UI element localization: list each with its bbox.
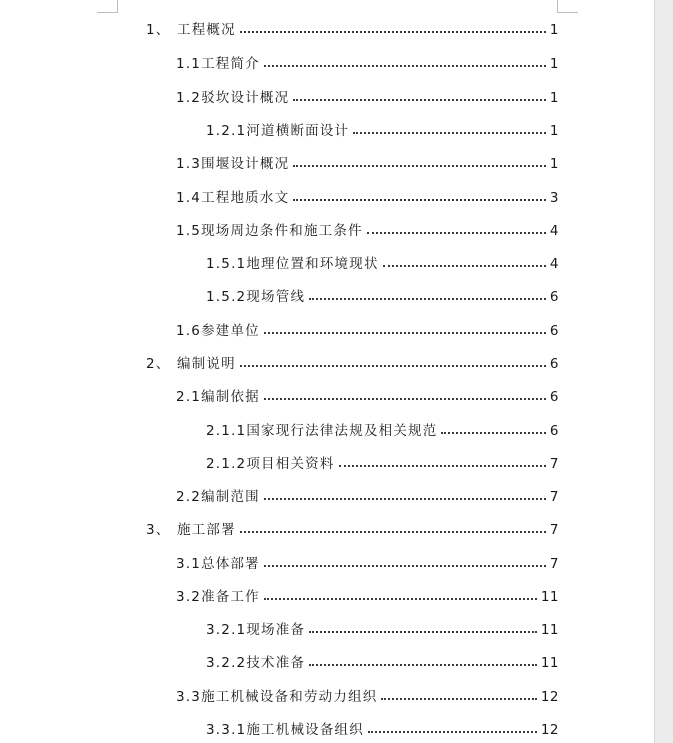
toc-entry-page: 7 [549, 556, 559, 572]
toc-entry[interactable] [176, 50, 559, 72]
toc-entry[interactable] [146, 16, 559, 38]
toc-entry[interactable] [206, 250, 559, 272]
toc-entry-number: 2.1.2 [206, 456, 247, 472]
toc-dot-leader [264, 498, 546, 500]
toc-dot-leader [383, 265, 546, 267]
toc-entry-number: 3.1 [176, 556, 202, 572]
toc-entry[interactable] [146, 350, 559, 372]
toc-dot-leader [441, 432, 545, 434]
toc-dot-leader [264, 332, 546, 334]
toc-entry-title: 现场准备 [246, 622, 306, 638]
toc-entry-page: 7 [549, 489, 559, 505]
toc-entry[interactable] [176, 483, 559, 505]
toc-entry-title: 施工机械设备和劳动力组织 [201, 689, 378, 705]
toc-dot-leader [264, 565, 546, 567]
toc-entry[interactable] [176, 150, 559, 172]
toc-entry-title: 准备工作 [201, 589, 260, 605]
toc-entry-page: 7 [549, 522, 559, 538]
toc-entry-number: 3.2.1 [206, 622, 247, 638]
toc-entry-page: 11 [540, 655, 559, 671]
toc-dot-leader [240, 31, 546, 33]
toc-entry-page: 6 [549, 323, 559, 339]
toc-entry-number: 1.6 [176, 323, 202, 339]
toc-entry-title: 工程概况 [177, 22, 236, 38]
toc-entry-number: 3.2.2 [206, 655, 247, 671]
toc-entry-number: 3、 [146, 522, 171, 538]
toc-entry-page: 1 [549, 56, 559, 72]
toc-entry-number: 1.2 [176, 90, 202, 106]
toc-entry-title: 项目相关资料 [246, 456, 335, 472]
toc-entry-number: 1.5 [176, 223, 202, 239]
toc-entry-page: 1 [549, 22, 559, 38]
toc-entry-number: 1.1 [176, 56, 202, 72]
toc-entry-number: 2.2 [176, 489, 202, 505]
toc-entry-title: 技术准备 [246, 655, 306, 671]
toc-entry-page: 4 [549, 256, 559, 272]
toc-dot-leader [368, 731, 537, 733]
toc-entry-title: 地理位置和环境现状 [246, 256, 379, 272]
toc-dot-leader [264, 598, 537, 600]
toc-entry-number: 2.1 [176, 389, 202, 405]
toc-entry-page: 4 [549, 223, 559, 239]
toc-entry-page: 6 [549, 423, 559, 439]
toc-dot-leader [367, 232, 546, 234]
toc-entry-page: 11 [540, 589, 559, 605]
toc-dot-leader [309, 664, 537, 666]
toc-entry-title: 国家现行法律法规及相关规范 [246, 423, 438, 439]
toc-dot-leader [381, 698, 536, 700]
toc-entry-page: 3 [549, 190, 559, 206]
toc-entry-number: 3.2 [176, 589, 202, 605]
toc-entry[interactable] [206, 283, 559, 305]
toc-entry-page: 7 [549, 456, 559, 472]
toc-dot-leader [240, 365, 546, 367]
toc-entry-number: 1、 [146, 22, 171, 38]
toc-entry-page: 6 [549, 289, 559, 305]
toc-entry[interactable] [176, 317, 559, 339]
toc-entry[interactable] [176, 184, 559, 206]
toc-entry-page: 12 [540, 689, 559, 705]
toc-entry-page: 6 [549, 389, 559, 405]
toc-entry-number: 1.5.2 [206, 289, 247, 305]
window-scroll-edge[interactable] [654, 0, 673, 743]
toc-dot-leader [309, 298, 546, 300]
toc-entry-page: 1 [549, 156, 559, 172]
toc-entry[interactable] [206, 450, 559, 472]
toc-entry[interactable] [176, 683, 559, 705]
toc-dot-leader [293, 199, 546, 201]
toc-entry-title: 工程地质水文 [201, 190, 290, 206]
toc-entry[interactable] [176, 383, 559, 405]
toc-dot-leader [240, 531, 546, 533]
toc-dot-leader [293, 99, 546, 101]
toc-entry[interactable] [206, 716, 559, 738]
toc-entry-title: 现场周边条件和施工条件 [201, 223, 363, 239]
toc-dot-leader [264, 398, 546, 400]
toc-entry[interactable] [206, 616, 559, 638]
toc-dot-leader [353, 132, 546, 134]
toc-entry[interactable] [146, 516, 559, 538]
toc-entry[interactable] [206, 649, 559, 671]
toc-entry[interactable] [176, 583, 559, 605]
toc-entry-page: 6 [549, 356, 559, 372]
toc-entry-title: 河道横断面设计 [246, 123, 350, 139]
toc-entry-page: 1 [549, 90, 559, 106]
toc-entry[interactable] [206, 417, 559, 439]
toc-entry-title: 施工部署 [177, 522, 236, 538]
toc-entry-title: 围堰设计概况 [201, 156, 290, 172]
toc-entry-page: 1 [549, 123, 559, 139]
toc-dot-leader [264, 65, 546, 67]
toc-entry[interactable] [176, 84, 559, 106]
toc-entry-number: 2、 [146, 356, 171, 372]
toc-dot-leader [339, 465, 546, 467]
toc-entry-title: 施工机械设备组织 [246, 722, 364, 738]
toc-entry[interactable] [176, 550, 559, 572]
toc-entry-title: 工程简介 [201, 56, 260, 72]
toc-entry-title: 驳坎设计概况 [201, 90, 290, 106]
toc-dot-leader [293, 165, 546, 167]
toc-entry-title: 现场管线 [246, 289, 306, 305]
toc-entry-page: 11 [540, 622, 559, 638]
toc-entry-title: 参建单位 [201, 323, 260, 339]
toc-entry-number: 3.3.1 [206, 722, 247, 738]
toc-entry-title: 总体部署 [201, 556, 260, 572]
toc-dot-leader [309, 631, 537, 633]
toc-entry-number: 1.3 [176, 156, 202, 172]
toc-entry-number: 3.3 [176, 689, 202, 705]
toc-entry-title: 编制说明 [177, 356, 236, 372]
toc-entry-page: 12 [540, 722, 559, 738]
toc-entry-number: 1.4 [176, 190, 202, 206]
toc-entry-number: 1.2.1 [206, 123, 247, 139]
toc-entry-number: 1.5.1 [206, 256, 247, 272]
toc-entry-number: 2.1.1 [206, 423, 247, 439]
toc-entry-title: 编制依据 [201, 389, 260, 405]
toc-entry[interactable] [206, 117, 559, 139]
toc-entry[interactable] [176, 217, 559, 239]
toc-entry-title: 编制范围 [201, 489, 260, 505]
